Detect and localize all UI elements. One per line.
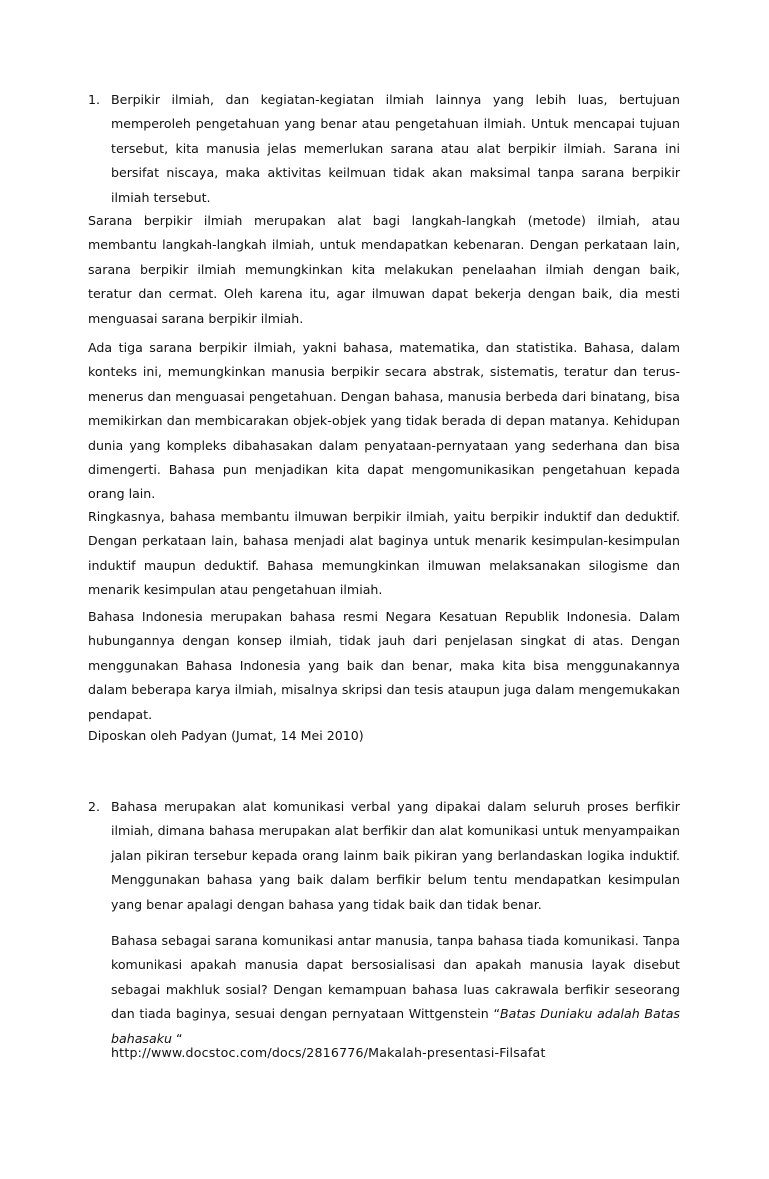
list-number-1: 1. [88,92,101,107]
quote-close: “ [171,1030,183,1046]
subparagraph-text: Bahasa sebagai sarana komunikasi antar manusia, tanpa bahasa tiada komunikasi. Tanpa komunikasi apakah manusia dapat bersosialisasi dan apakah manusia layak disebut sebagai makhluk sosial? Dengan kemampuan bahasa luas cakrawala berfikir seseorang dan tiada baginya, sesuai dengan pernyataan Wittgenstein “ [111,933,680,1022]
paragraph-bahasa-indonesia: Bahasa Indonesia merupakan bahasa resmi Negara Kesatuan Republik Indonesia. Dalam hubungannya dengan konsep ilmiah, tidak jauh dari penjelasan singkat di atas. Dengan menggunakan Bahasa Indonesia yang baik dan benar, maka kita bisa menggunakannya dalam beberapa karya ilmiah, misalnya skripsi dan tesis ataupun juga dalam mengemukakan pendapat. [88,609,680,722]
list-item-2-subparagraph [111,929,680,1051]
list-item-2-text: Bahasa merupakan alat komunikasi verbal yang dipakai dalam seluruh proses berfikir ilmiah, dimana bahasa merupakan alat berfikir dan alat komunikasi untuk menyampaikan jalan pikiran tersebur kepada orang lainm baik pikiran yang berlandaskan logika induktif. Menggunakan bahasa yang baik dalam berfikir belum tentu mendapatkan kesimpulan yang benar apalagi dengan bahasa yang tidak baik dan tidak benar. [111,799,680,912]
source-url: http://www.docstoc.com/docs/2816776/Makalah-presentasi-Filsafat [111,1045,546,1060]
paragraph-sarana: Sarana berpikir ilmiah merupakan alat bagi langkah-langkah (metode) ilmiah, atau membantu langkah-langkah ilmiah, untuk mendapatkan kebenaran. Dengan perkataan lain, sarana berpikir ilmiah memungkinkan kita melakukan penelaahan ilmiah dengan baik, teratur dan cermat. Oleh karena itu, agar ilmuwan dapat bekerja dengan baik, dia mesti menguasai sarana berpikir ilmiah. [88,213,680,326]
list-item-1-text: Berpikir ilmiah, dan kegiatan-kegiatan ilmiah lainnya yang lebih luas, bertujuan memperoleh pengetahuan yang benar atau pengetahuan ilmiah. Untuk mencapai tujuan tersebut, kita manusia jelas memerlukan sarana atau alat berpikir ilmiah. Sarana ini bersifat niscaya, maka aktivitas keilmuan tidak akan maksimal tanpa sarana berpikir ilmiah tersebut. [111,92,680,205]
posted-by: Diposkan oleh Padyan (Jumat, 14 Mei 2010) [88,728,364,743]
paragraph-tiga-sarana: Ada tiga sarana berpikir ilmiah, yakni bahasa, matematika, dan statistika. Bahasa, dalam konteks ini, memungkinkan manusia berpikir secara abstrak, sistematis, teratur dan terus-menerus dan menguasai pengetahuan. Dengan bahasa, manusia berbeda dari binatang, bisa memikirkan dan membicarakan objek-objek yang tidak berada di depan matanya. Kehidupan dunia yang kompleks dibahasakan dalam penyataan-pernyataan yang sederhana dan bisa dimengerti. Bahasa pun menjadikan kita dapat mengomunikasikan pengetahuan kepada orang lain. [88,340,680,502]
wittgenstein-quote: Batas Duniaku adalah Batas bahasaku [111,1006,680,1046]
list-number-2: 2. [88,799,101,814]
paragraph-ringkasnya: Ringkasnya, bahasa membantu ilmuwan berpikir ilmiah, yaitu berpikir induktif dan deduktif. Dengan perkataan lain, bahasa menjadi alat baginya untuk menarik kesimpulan-kesimpulan induktif maupun deduktif. Bahasa memungkinkan ilmuwan melaksanakan silogisme dan menarik kesimpulan atau pengetahuan ilmiah. [88,509,680,598]
